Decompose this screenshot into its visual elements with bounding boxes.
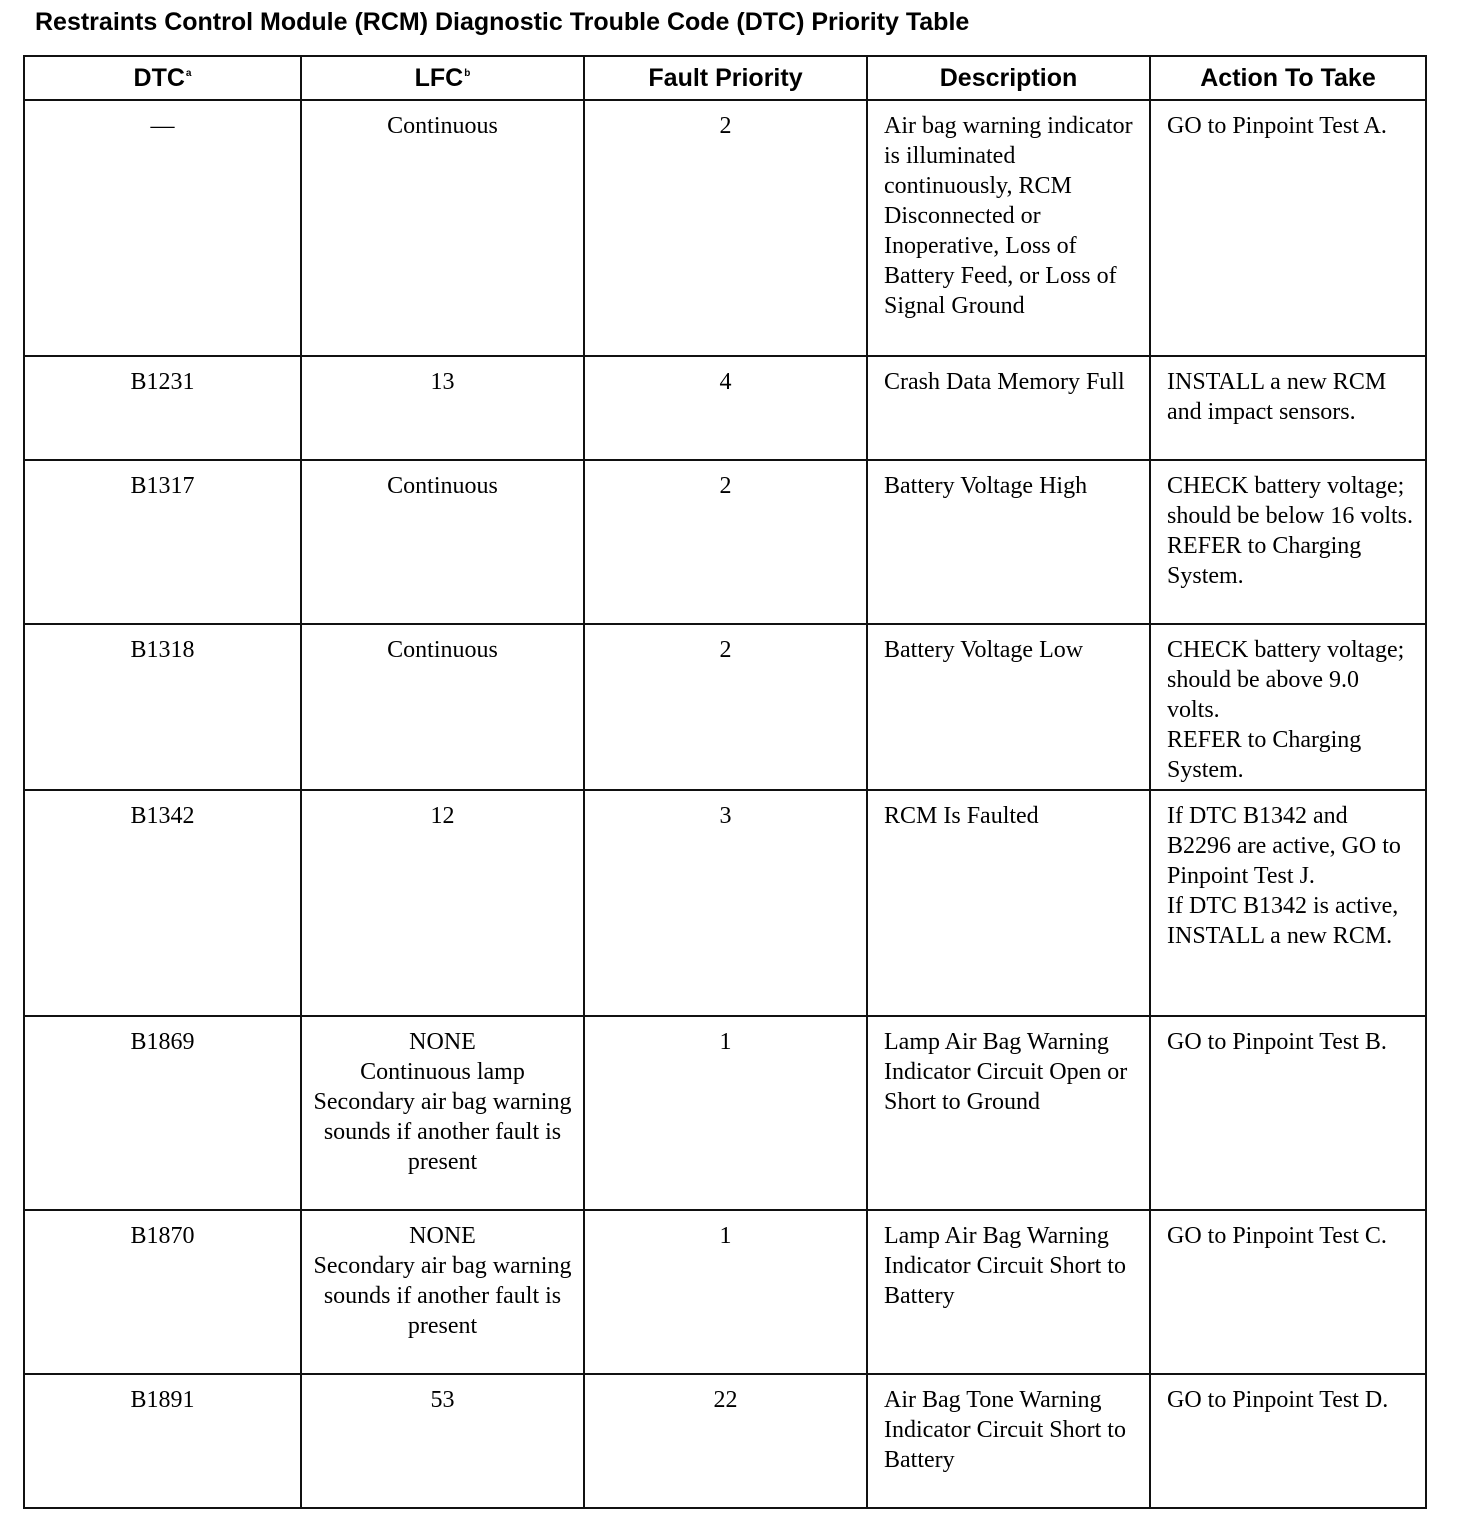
table-row [24, 356, 1426, 460]
page-title: Restraints Control Module (RCM) Diagnostic Trouble Code (DTC) Priority Table [35, 8, 970, 36]
cell-priority: 2 [584, 624, 867, 790]
cell-lfc: Continuous [301, 624, 584, 790]
cell-action: GO to Pinpoint Test D. [1150, 1374, 1426, 1508]
cell-description: Lamp Air Bag Warning Indicator Circuit Open or Short to Ground [867, 1016, 1150, 1210]
cell-dtc: B1317 [24, 460, 301, 624]
cell-lfc: NONE Secondary air bag warning sounds if another fault is present [301, 1210, 584, 1374]
cell-priority: 1 [584, 1016, 867, 1210]
cell-dtc: B1869 [24, 1016, 301, 1210]
header-dtc-footnote-mark: a [185, 68, 192, 80]
table-row [24, 1374, 1426, 1508]
cell-description: RCM Is Faulted [867, 790, 1150, 1016]
header-lfc-footnote-mark: b [464, 68, 471, 80]
cell-dtc: B1870 [24, 1210, 301, 1374]
cell-lfc: Continuous [301, 100, 584, 356]
cell-action: CHECK battery voltage; should be above 9.0 volts. REFER to Charging System. [1150, 624, 1426, 790]
cell-priority: 3 [584, 790, 867, 1016]
table-row [24, 100, 1426, 356]
cell-priority: 2 [584, 460, 867, 624]
cell-description: Lamp Air Bag Warning Indicator Circuit Short to Battery [867, 1210, 1150, 1374]
cell-description: Air Bag Tone Warning Indicator Circuit Short to Battery [867, 1374, 1150, 1508]
header-fault-priority: Fault Priority [584, 56, 867, 100]
cell-priority: 22 [584, 1374, 867, 1508]
cell-lfc: 12 [301, 790, 584, 1016]
cell-description: Crash Data Memory Full [867, 356, 1150, 460]
header-description: Description [867, 56, 1150, 100]
table-row [24, 624, 1426, 790]
cell-description: Battery Voltage Low [867, 624, 1150, 790]
cell-action: INSTALL a new RCM and impact sensors. [1150, 356, 1426, 460]
header-action: Action To Take [1150, 56, 1426, 100]
cell-dtc: B1891 [24, 1374, 301, 1508]
header-dtc-label: DTC [133, 63, 185, 92]
dtc-priority-table [23, 55, 1427, 1509]
cell-action: GO to Pinpoint Test C. [1150, 1210, 1426, 1374]
cell-dtc: B1231 [24, 356, 301, 460]
table-row [24, 1210, 1426, 1374]
cell-dtc: B1318 [24, 624, 301, 790]
table-row [24, 1016, 1426, 1210]
cell-dtc: B1342 [24, 790, 301, 1016]
cell-lfc: 53 [301, 1374, 584, 1508]
cell-action: If DTC B1342 and B2296 are active, GO to Pinpoint Test J. If DTC B1342 is active, INSTALL a new RCM. [1150, 790, 1426, 1016]
cell-action: GO to Pinpoint Test A. [1150, 100, 1426, 356]
table-header-row [24, 56, 1426, 100]
cell-description: Air bag warning indicator is illuminated continuously, RCM Disconnected or Inoperative, Loss of Battery Feed, or Loss of Signal Ground [867, 100, 1150, 356]
cell-action: GO to Pinpoint Test B. [1150, 1016, 1426, 1210]
cell-priority: 4 [584, 356, 867, 460]
cell-lfc: NONE Continuous lamp Secondary air bag warning sounds if another fault is present [301, 1016, 584, 1210]
cell-lfc: Continuous [301, 460, 584, 624]
cell-priority: 1 [584, 1210, 867, 1374]
cell-lfc: 13 [301, 356, 584, 460]
cell-priority: 2 [584, 100, 867, 356]
cell-description: Battery Voltage High [867, 460, 1150, 624]
cell-action: CHECK battery voltage; should be below 16 volts. REFER to Charging System. [1150, 460, 1426, 624]
table-row [24, 460, 1426, 624]
table-row [24, 790, 1426, 1016]
header-dtc [24, 56, 301, 100]
header-lfc-label: LFC [414, 63, 464, 92]
header-lfc [301, 56, 584, 100]
cell-dtc: — [24, 100, 301, 356]
